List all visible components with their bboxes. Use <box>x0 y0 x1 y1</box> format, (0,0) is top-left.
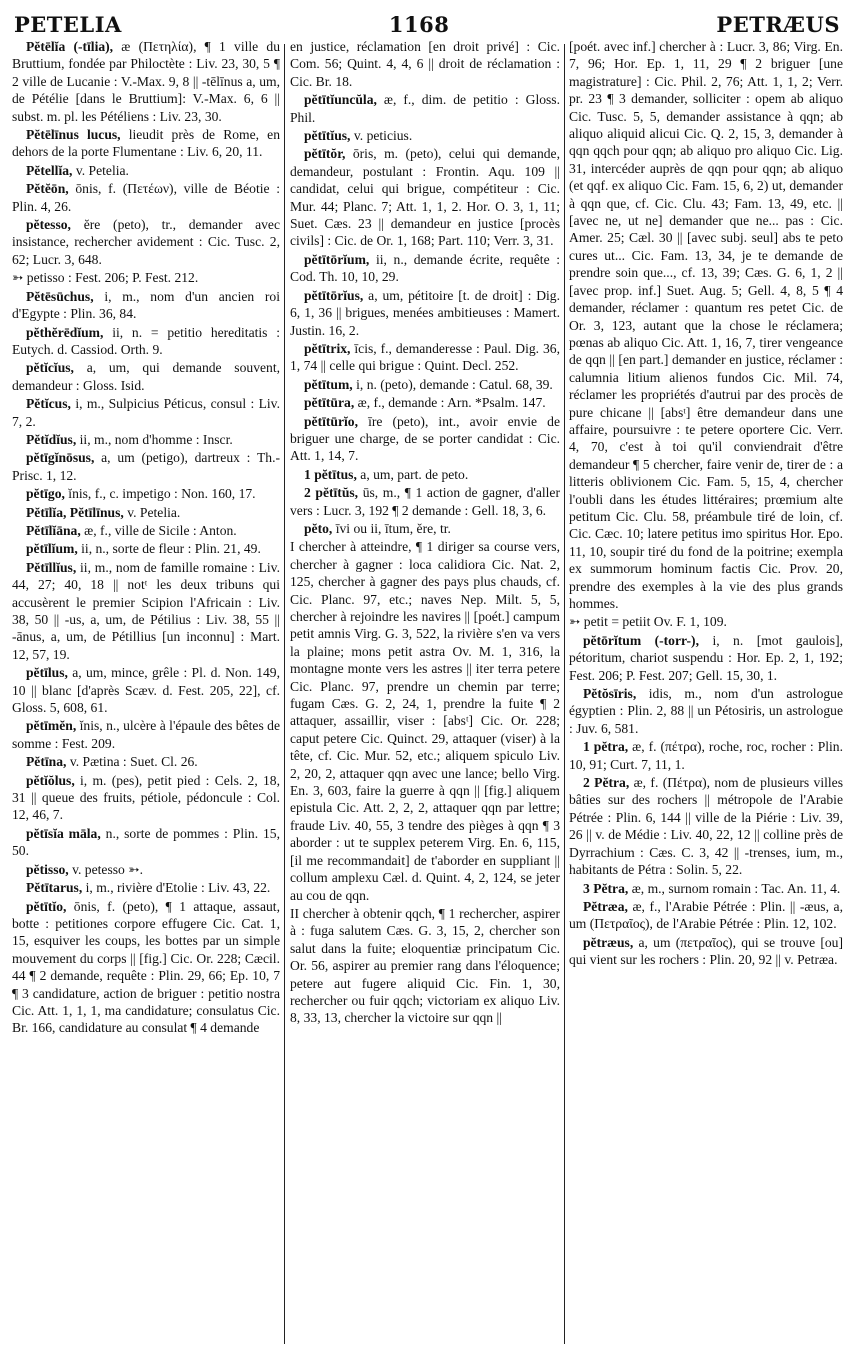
entry-definition: lieudit près de Rome, en dehors de la porte Flumentane : Liv. 6, 20, 11. <box>12 127 280 160</box>
dictionary-entry <box>12 664 280 716</box>
entry-headword: Pĕtīlĭāna, <box>26 522 81 538</box>
entry-headword: pĕtĭŏlus, <box>26 772 75 788</box>
dictionary-entry <box>290 466 560 483</box>
dictionary-entry <box>12 288 280 323</box>
entry-headword: pĕtisso, <box>26 861 69 877</box>
entry-definition: i, m., Sulpicius Péticus, consul : Liv. 7, 2. <box>12 396 280 429</box>
dictionary-entry <box>12 269 280 286</box>
dictionary-entry <box>569 898 843 933</box>
dictionary-entry <box>12 772 280 824</box>
entry-headword: Pĕtĕōn, <box>26 181 69 197</box>
column-divider <box>284 44 285 1344</box>
dictionary-entry <box>290 484 560 519</box>
entry-definition: i, m. (pes), petit pied : Cels. 2, 18, 31 || queue des fruits, pétiole, pédoncule : Col. 12, 46, 7. <box>12 772 280 823</box>
entry-definition: īvi ou ii, ītum, ĕre, tr. <box>335 520 451 536</box>
entry-definition: īre (peto), int., avoir envie de briguer une charge, de se porter candidat : Cic. Att. 1, 14, 7. <box>290 413 560 464</box>
dictionary-entry <box>569 880 843 897</box>
dictionary-entry <box>12 38 280 125</box>
entry-headword: pĕthĕrēdĭum, <box>26 324 104 340</box>
entry-definition: æ, f., ville de Sicile : Anton. <box>84 522 237 538</box>
entry-headword: pĕtītūra, <box>304 395 355 411</box>
column-3 <box>569 38 843 1350</box>
entry-headword: pĕtītum, <box>304 376 353 392</box>
dictionary-entry <box>290 538 560 904</box>
entry-headword: pĕtīlus, <box>26 665 68 681</box>
entry-definition: v. petesso ➳. <box>72 861 144 877</box>
dictionary-entry <box>12 162 280 179</box>
dictionary-entry <box>12 324 280 359</box>
dictionary-entry <box>12 126 280 161</box>
dictionary-entry <box>12 431 280 448</box>
dictionary-entry <box>12 449 280 484</box>
entry-headword: Pĕtīna, <box>26 754 67 770</box>
entry-headword: 1 pĕtra, <box>583 739 629 755</box>
entry-definition: ii, n., demande écrite, requête : Cod. Th. 10, 10, 29. <box>290 251 560 285</box>
entry-definition: æ, m., surnom romain : Tac. An. 11, 4. <box>631 880 841 896</box>
entry-definition: [poét. avec inf.] chercher à : Lucr. 3, 86; Virg. En. 7, 96; Hor. Ep. 1, 11, 29 ¶ 2 briguer [une magistrature] : Cic. Phil. 2, 76; Att. 1, 1, 2; Verr. pr. 23 ¶ 3 demander, solliciter : opem ab aliquo Cic. Tusc. 5, 5, demander assistance à qqn; ab aliquo aliquid alicui Cic. Q. 2, 15, 3, demander à qqn qqch pour qqn; ab aliquo pro aliquo Cic. Lig. 31, intercéder auprès de qqn pour qqn; ab aliquo (et qqf. ex aliquo Cic. Fam. 15, 6, 2) ut, demander à qqn que, cf. Cic. Clu. 43; Fam. 13, 49, etc. || [avec ne, ut ne] demander que ne... pas : Cic. Amer. 25; Cæl. 30 || [avec subj. seul] abs te peto cures ut... Cic. Fam. 13, 34, je te demande de prendre soin que..., cf. 13, 39; Cæs. G. 6, 1, 2 || [avec prop. inf.] Suet. Aug. 5; Gell. 4, 8, 5 ¶ 4 demander, réclamer : quantum res petet Cic. de Or. 3, 123, autant que la chose le réclamera; pœnas ab aliquo Cic. Att. 1, 16, 7, tirer vengeance de qqn || [en part.] demander en justice, réclamer : calumnia litium alienos fundos Cic. Mil. 74, réclamer les propriétés d'autrui par des procès de pure chicane || [absᵗ] être demandeur dans une affaire, poursuivre : te petere oportere Cic. Verr. 4, 70, c'est à toi qu'il conviendrait d'être demandeur ¶ 5 chercher, faire venir de, tirer de : a litteris oblivionem Cic. Fam. 5, 15, 4, chercher l'oubli dans les études littéraires; prœmium alte petitum Cic. Clu. 58, préambule tiré de loin, cf. Cic. Cæc. 10; latere petitus imo spiritus Hor. Epo. 11, 10, soupir tiré du fond de la poitrine; exempla ex summorum hominum factis Cic. Prov. 20, prendre des exemples à la vie des plus grands hommes. <box>569 39 843 611</box>
column-divider <box>564 44 565 1344</box>
entry-definition: æ, f. (πέτρα), roche, roc, rocher : Plin. 10, 91; Curt. 7, 11, 1. <box>569 739 843 772</box>
entry-headword: pĕtīmĕn, <box>26 718 77 734</box>
entry-definition: æ, f., dim. de petitio : Gloss. Phil. <box>290 92 560 125</box>
entry-headword: 1 pĕtītus, <box>304 466 357 482</box>
entry-headword: Pĕtēlīnus lucus, <box>26 127 121 143</box>
entry-definition: a, um, mince, grêle : Pl. d. Non. 149, 10 || blanc [d'après Scæv. d. Fest. 205, 22], cf. Gloss. 5, 608, 61. <box>12 665 280 716</box>
entry-headword: pĕtīgo, <box>26 486 65 502</box>
entry-headword: Pĕtŏsīris, <box>583 686 637 702</box>
entry-headword: pĕtīlĭum, <box>26 541 78 557</box>
dictionary-entry <box>12 522 280 539</box>
entry-definition: ii, m., nom de famille romaine : Liv. 44, 27; 40, 18 || notᵗ les deux tribuns qui accusèrent le premier Scipion l'Africain : Liv. 38, 50 || -us, a, um, de Pétilius : Liv. 38, 55 || -ānus, a, um, de Pétillius [un inconnu] : Mart. 12, 57, 19. <box>12 559 280 662</box>
entry-definition: æ, f., demande : Arn. *Psalm. 147. <box>357 395 546 411</box>
entry-definition: a, um (petigo), dartreux : Th.-Prisc. 1, 12. <box>12 450 280 483</box>
entry-headword: pĕto, <box>304 520 333 536</box>
entry-definition: æ, f. (Πέτρα), nom de plusieurs villes bâties sur des rochers || métropole de l'Arabie Pétrée : Plin. 6, 144 || ville de la Piérie : Liv. 39, 26 || v. de Médie : Liv. 40, 22, 12 || colline près de Dyrrachium : Cæs. C. 3, 42 || -trenses, ium, m., habitants de Pétra : Solin. 5, 22. <box>569 775 843 878</box>
entry-definition: n., sorte de pommes : Plin. 15, 50. <box>12 825 280 859</box>
entry-headword: pĕtītrix, <box>304 340 351 356</box>
dictionary-entry <box>12 180 280 215</box>
entry-headword: pĕtĭcĭus, <box>26 360 74 376</box>
entry-headword: pĕtræus, <box>583 934 634 950</box>
entry-definition: i, n. [mot gaulois], pétoritum, chariot suspendu : Hor. Ep. 2, 1, 192; Fest. 206; P. Fest. 207; Gell. 15, 30, 1. <box>569 632 843 683</box>
entry-definition: i, m., rivière d'Etolie : Liv. 43, 22. <box>85 880 271 896</box>
dictionary-entry <box>290 145 560 249</box>
header-left-guideword: PETELIA <box>14 11 122 37</box>
entry-definition: ĕre (peto), tr., demander avec insistance, rechercher avidement : Cic. Tusc. 2, 62; Lucr. 3, 648. <box>12 217 280 267</box>
entry-definition: I chercher à atteindre, ¶ 1 diriger sa course vers, chercher à gagner : loca calidiora Cic. Nat. 2, 125, chercher à gagner des pays plus chauds, cf. Cic. Planc. 97, etc.; naves Nep. Milt. 5, 5, chercher à rejoindre les navires || [poét.] campum petit amnis Virg. G. 3, 522, la rivière s'en va vers la plaine; mons petit astra Ov. M. 1, 316, la montagne monte vers les astres || iter terra petere Cic. Planc. 97, prendre un chemin par terre; fugam Cæs. G. 2, 24, 1, prendre la fuite ¶ 2 attaquer, assaillir, viser : [absᵗ] Cic. Or. 228; caput petere Cic. Quinct. 29, attaquer (viser) à la tête, cf. Cic. Mur. 52, etc.; aliquem spiculo Liv. 2, 20, 2, attaquer qqn avec une lance; bello Virg. En. 3, 603, faire la guerre à qqn || [fig.] aliquem epistula Cic. Att. 2, 2, 2, attaquer qqn par lettre; fraude Liv. 40, 55, 3 tendre des pièges à qqn ¶ 3 aborder : ut te supplex peterem Virg. En. 6, 115, [il me recommandait] de t'aborder en suppliant || collum amplexu Cæl. d. Quint. 4, 2, 124, se jeter au cou de qqn. <box>290 539 560 903</box>
entry-headword: pĕtōrĭtum (-torr-), <box>583 632 699 648</box>
entry-definition: en justice, réclamation [en droit privé] : Cic. Com. 56; Quint. 4, 4, 6 || droit de réclamation : Cic. Br. 18. <box>290 39 560 89</box>
entry-definition: æ, f., l'Arabie Pétrée : Plin. || -æus, a, um (Πετραῖος), de l'Arabie Pétrée : Plin. 12, 102. <box>569 898 843 932</box>
dictionary-entry <box>569 613 843 630</box>
entry-headword: pĕtītūrĭo, <box>304 413 358 429</box>
entry-definition: ūs, m., ¶ 1 action de gagner, d'aller vers : Lucr. 3, 192 ¶ 2 demande : Gell. 18, 3, 6. <box>290 485 560 518</box>
dictionary-entry <box>12 879 280 896</box>
entry-definition: ➳ petit = petiit Ov. F. 1, 109. <box>569 614 727 630</box>
entry-definition: ĭnis, n., ulcère à l'épaule des bêtes de somme : Fest. 209. <box>12 718 280 751</box>
entry-headword: Pĕtĭcus, <box>26 396 71 412</box>
dictionary-entry <box>569 738 843 773</box>
entry-definition: ii, n., sorte de fleur : Plin. 21, 49. <box>81 541 261 557</box>
dictionary-entry <box>12 395 280 430</box>
entry-definition: ii, m., nom d'homme : Inscr. <box>79 431 233 447</box>
entry-headword: 3 Pĕtra, <box>583 880 629 896</box>
entry-definition: a, um, part. de peto. <box>360 466 469 482</box>
dictionary-entry <box>290 91 560 126</box>
dictionary-entry <box>569 774 843 878</box>
entry-headword: Pĕtellĭa, <box>26 162 73 178</box>
dictionary-entry <box>12 540 280 557</box>
dictionary-entry <box>290 905 560 1027</box>
header-right-guideword: PETRÆUS <box>716 11 840 37</box>
entry-headword: pĕtīgĭnōsus, <box>26 450 95 466</box>
entry-definition: ōnis, f. (peto), ¶ 1 attaque, assaut, botte : petitiones corpore effugere Cic. Cat. 1, 15, esquiver les coups, les bottes par un simple mouvement du corps || [fig.] Cic. Or. 228; Cæcil. 44 ¶ 2 demande, requête : Plin. 29, 66; Ep. 10, 7 ¶ 3 candidature, action de briguer : petitio nostra Cic. Att. 1, 1, 1, ma candidature; consulatus Cic. Br. 166, candidature au consulat ¶ 4 demande <box>12 898 280 1036</box>
entry-headword: Pĕtīllĭus, <box>26 559 77 575</box>
dictionary-entry <box>12 359 280 394</box>
dictionary-entry <box>569 934 843 969</box>
dictionary-entry <box>12 898 280 1037</box>
entry-definition: ii, n. = petitio hereditatis : Eutych. d. Cassiod. Orth. 9. <box>12 324 280 357</box>
entry-definition: v. peticius. <box>353 128 413 144</box>
dictionary-entry <box>569 685 843 737</box>
dictionary-entry <box>12 485 280 502</box>
entry-definition: v. Petelia. <box>127 504 181 520</box>
entry-headword: Pĕtīlĭa, Pĕtīlīnus, <box>26 504 124 520</box>
dictionary-entry <box>290 394 560 411</box>
dictionary-entry <box>290 251 560 286</box>
entry-headword: Pĕtēsūchus, <box>26 288 94 304</box>
entry-headword: Pĕtræa, <box>583 898 628 914</box>
entry-headword: Pĕtītarus, <box>26 880 83 896</box>
entry-definition: a, um (πετραῖος), qui se trouve [ou] qui vient sur les rochers : Plin. 20, 92 || v. Petræa. <box>569 934 843 968</box>
dictionary-entry <box>12 717 280 752</box>
entry-definition: v. Pætina : Suet. Cl. 26. <box>69 754 198 770</box>
dictionary-entry <box>12 861 280 878</box>
entry-headword: pĕtītĭo, <box>26 898 67 914</box>
entry-definition: ➳ petisso : Fest. 206; P. Fest. 212. <box>12 270 199 286</box>
entry-headword: pĕtesso, <box>26 217 71 233</box>
column-1 <box>12 38 280 1350</box>
dictionary-entry <box>290 340 560 375</box>
entry-headword: 2 Pĕtra, <box>583 775 630 791</box>
dictionary-entry <box>290 127 560 144</box>
entry-headword: pĕtītŏr, <box>304 146 346 162</box>
entry-definition: idis, m., nom d'un astrologue égyptien : Plin. 2, 88 || un Pétosiris, un astrologue : Juv. 6, 581. <box>569 686 843 736</box>
entry-definition: ōnis, f. (Πετέων), ville de Béotie : Plin. 4, 26. <box>12 181 280 214</box>
entry-definition: i, n. (peto), demande : Catul. 68, 39. <box>356 376 553 392</box>
dictionary-entry <box>290 38 560 90</box>
entry-definition: a, um, qui demande souvent, demandeur : Gloss. Isid. <box>12 360 280 393</box>
dictionary-entry <box>290 520 560 537</box>
dictionary-entry <box>290 376 560 393</box>
entry-definition: v. Petelia. <box>75 162 129 178</box>
dictionary-entry <box>569 632 843 684</box>
dictionary-entry <box>12 504 280 521</box>
entry-headword: Pĕtēlĭa (-tīlia), <box>26 39 114 54</box>
page-number: 1168 <box>388 11 450 37</box>
column-2 <box>290 38 560 1350</box>
dictionary-entry <box>12 753 280 770</box>
dictionary-entry <box>290 413 560 465</box>
entry-headword: pĕtīsĭa māla, <box>26 825 101 841</box>
dictionary-entry <box>569 38 843 612</box>
dictionary-entry <box>12 825 280 860</box>
entry-definition: II chercher à obtenir qqch, ¶ 1 rechercher, aspirer à : fuga salutem Cæs. G. 3, 15, 2, chercher son salut dans la fuite; eloquentiæ principatum Cic. Or. 56, aspirer au premier rang dans l'éloquence; petere aut fugere aliquid Cic. Fin. 1, 30, rechercher ou fuir qqch; victoriam ex aliquo Liv. 8, 33, 13, chercher la victoire sur qqn || <box>290 905 560 1026</box>
entry-headword: 2 pĕtītŭs, <box>304 485 359 501</box>
entry-headword: pĕtītĭuncŭla, <box>304 92 377 108</box>
entry-definition: īcis, f., demanderesse : Paul. Dig. 36, 1, 74 || celle qui brigue : Quint. Decl. 252. <box>290 340 560 374</box>
entry-headword: Pĕtĭdĭus, <box>26 431 77 447</box>
entry-headword: pĕtītĭus, <box>304 128 351 144</box>
entry-definition: a, um, pétitoire [t. de droit] : Dig. 6, 1, 36 || brigues, menées ambitieuses : Mamert. Justin. 16, 2. <box>290 287 560 338</box>
page-header <box>14 8 840 40</box>
dictionary-entry <box>12 216 280 268</box>
entry-definition: æ (Πετηλία), ¶ 1 ville du Bruttium, fondée par Philoctète : Liv. 23, 30, 5 ¶ 2 ville de Lucanie : V.-Max. 9, 8 || -tēlīnus a, um, de Pétélie [dans le Bruttium]: V.-Max. 6, 6 || subst. m. pl. les Pétéliens : Liv. 23, 30. <box>12 39 280 124</box>
entry-definition: ĭnis, f., c. impetigo : Non. 160, 17. <box>68 486 256 502</box>
entry-definition: ōris, m. (peto), celui qui demande, demandeur, postulant : Frontin. Aqu. 109 || candidat, celui qui brigue, compétiteur : Cic. Mur. 44; Planc. 7; Att. 1, 1, 2. Hor. O. 3, 1, 11; Suet. Cæs. 23 || demandeur en justice [procès civils] : Cic. de Or. 1, 168; Part. 110; Verr. 3, 31. <box>290 146 560 249</box>
entry-headword: pĕtītōrĭum, <box>304 251 370 267</box>
entry-headword: pĕtītōrĭus, <box>304 287 364 303</box>
dictionary-entry <box>290 287 560 339</box>
dictionary-entry <box>12 559 280 663</box>
entry-definition: i, m., nom d'un ancien roi d'Egypte : Plin. 36, 84. <box>12 288 280 322</box>
